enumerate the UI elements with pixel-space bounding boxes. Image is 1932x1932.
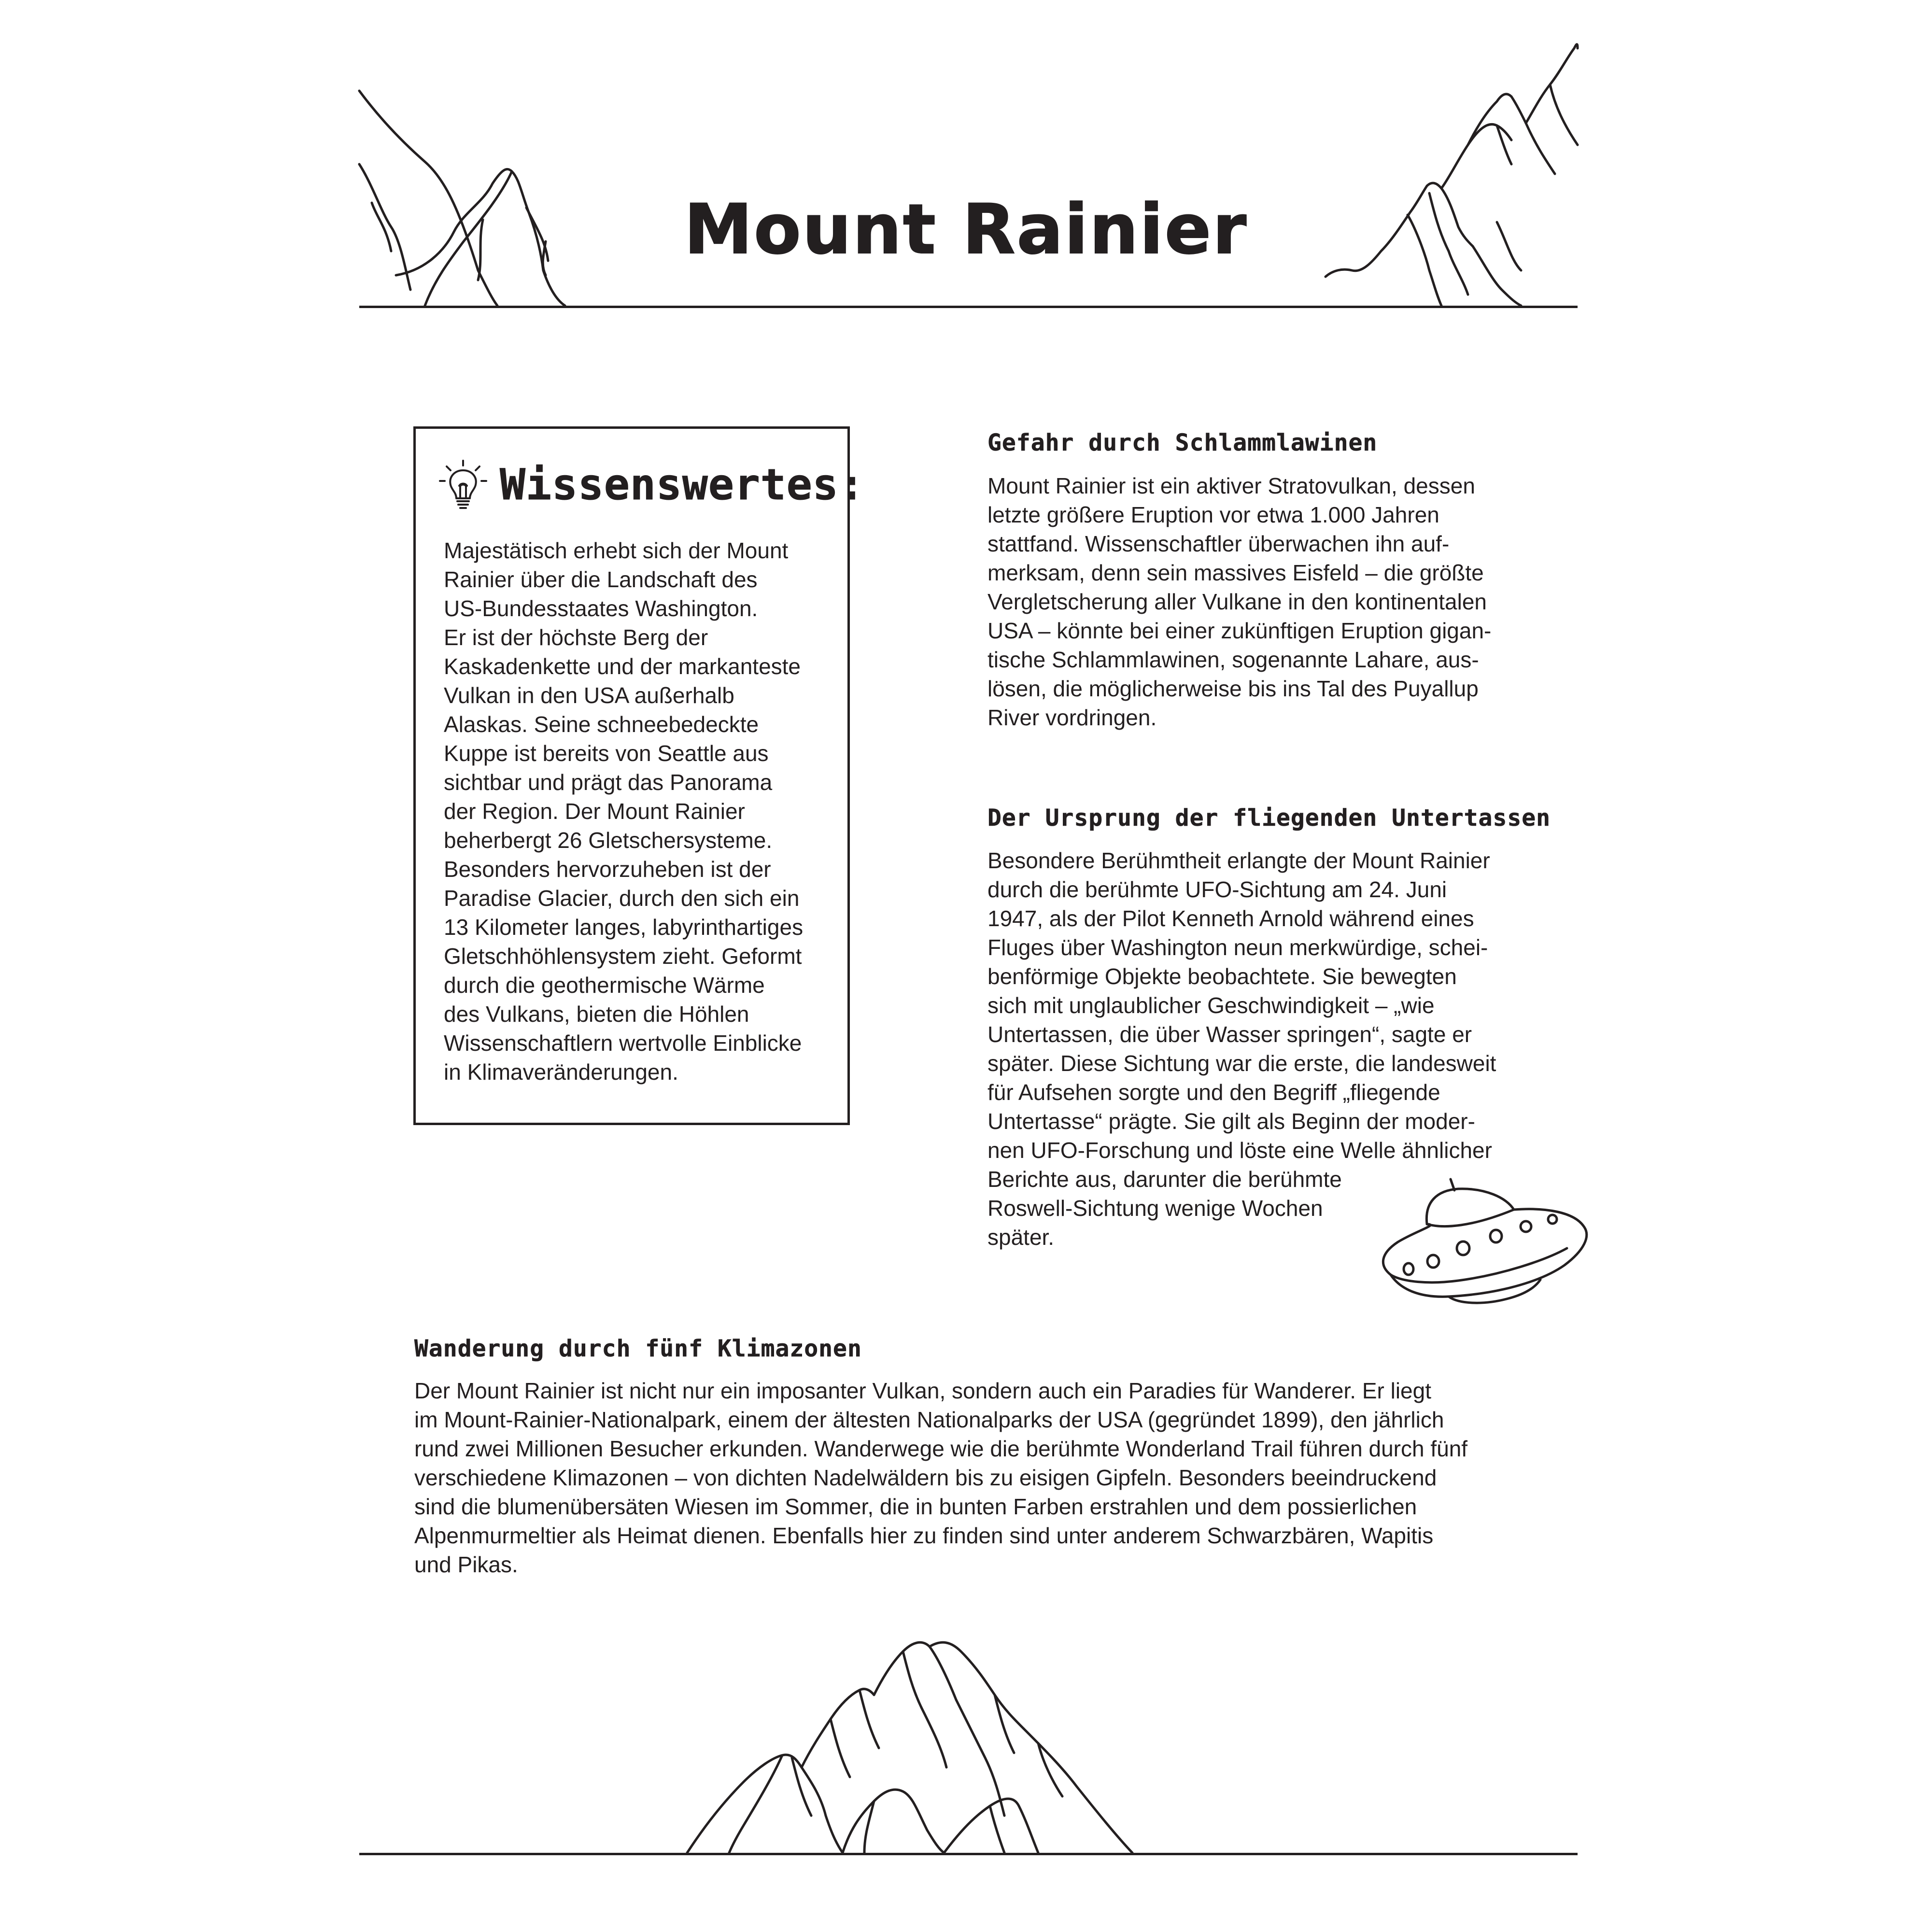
text-line: stattfand. Wissenschaftler überwachen ihn auf- <box>987 531 1450 556</box>
section-text-untertassen <box>987 846 1496 1252</box>
page-title: Mount Rainier <box>684 190 1248 269</box>
info-box-heading: Wissenswertes: <box>500 460 865 509</box>
text-line: Kaskadenkette und der markanteste <box>444 654 801 679</box>
text-line: Untertassen, die über Wasser springen“, sagte er <box>987 1022 1472 1047</box>
text-line: Wissenschaftlern wertvolle Einblicke <box>444 1030 802 1056</box>
text-line: 1947, als der Pilot Kenneth Arnold während eines <box>987 906 1474 931</box>
text-line: sichtbar und prägt das Panorama <box>444 770 773 795</box>
text-line: Untertasse“ prägte. Sie gilt als Beginn der moder- <box>987 1109 1475 1134</box>
text-line: nen UFO-Forschung und löste eine Welle ähnlicher <box>987 1138 1492 1163</box>
text-line: River vordringen. <box>987 705 1157 730</box>
text-line: USA – könnte bei einer zukünftigen Eruption gigan- <box>987 618 1492 643</box>
text-line: Alpenmurmeltier als Heimat dienen. Ebenfalls hier zu finden sind unter anderem Schwarzbären, Wapitis <box>414 1523 1434 1548</box>
info-box-text <box>444 536 803 1086</box>
text-line: Roswell-Sichtung wenige Wochen <box>987 1196 1323 1221</box>
text-line: durch die berühmte UFO-Sichtung am 24. Juni <box>987 877 1447 902</box>
text-line: Kuppe ist bereits von Seattle aus <box>444 741 769 766</box>
text-line: beherbergt 26 Gletschersysteme. <box>444 828 773 853</box>
text-line: Der Mount Rainier ist nicht nur ein imposanter Vulkan, sondern auch ein Paradies für Wanderer. Er liegt <box>414 1378 1431 1403</box>
text-line: Alaskas. Seine schneebedeckte <box>444 712 759 737</box>
text-line: 13 Kilometer langes, labyrinthartiges <box>444 915 804 940</box>
section-text-schlammlawinen <box>987 471 1491 732</box>
text-line: im Mount-Rainier-Nationalpark, einem der ältesten Nationalparks der USA (gegründet 1899), den jährlich <box>414 1407 1444 1432</box>
text-line: verschiedene Klimazonen – von dichten Nadelwäldern bis zu eisigen Gipfeln. Besonders beeindruckend <box>414 1465 1437 1490</box>
header-rule <box>359 306 1578 308</box>
section-heading-schlammlawinen: Gefahr durch Schlammlawinen <box>987 429 1378 456</box>
text-line: benförmige Objekte beobachtete. Sie bewegten <box>987 964 1457 989</box>
text-line: US-Bundesstaates Washington. <box>444 596 758 621</box>
text-line: der Region. Der Mount Rainier <box>444 799 745 824</box>
text-line: Gletschhöhlensystem zieht. Geformt <box>444 944 802 969</box>
text-line: Vulkan in den USA außerhalb <box>444 683 734 708</box>
text-line: Besonders hervorzuheben ist der <box>444 857 771 882</box>
text-line: rund zwei Millionen Besucher erkunden. Wanderwege wie die berühmte Wonderland Trail führen durch fünf <box>414 1436 1468 1461</box>
text-line: Vergletscherung aller Vulkane in den kontinentalen <box>987 589 1487 614</box>
text-line: sind die blumenübersäten Wiesen im Sommer, die in bunten Farben erstrahlen und dem possierlichen <box>414 1494 1417 1519</box>
text-line: letzte größere Eruption vor etwa 1.000 Jahren <box>987 502 1439 527</box>
text-line: lösen, die möglicherweise bis ins Tal des Puyallup <box>987 676 1479 701</box>
section-text-klimazonen <box>414 1376 1467 1579</box>
text-line: später. <box>987 1225 1055 1250</box>
text-line: Majestätisch erhebt sich der Mount <box>444 538 789 563</box>
text-line: Rainier über die Landschaft des <box>444 567 758 592</box>
text-line: Er ist der höchste Berg der <box>444 625 708 650</box>
section-heading-klimazonen: Wanderung durch fünf Klimazonen <box>414 1335 862 1362</box>
text-line: des Vulkans, bieten die Höhlen <box>444 1001 749 1027</box>
footer-rule <box>359 1853 1578 1855</box>
text-line: durch die geothermische Wärme <box>444 973 765 998</box>
text-line: tische Schlammlawinen, sogenannte Lahare, aus- <box>987 647 1479 672</box>
text-line: Fluges über Washington neun merkwürdige, schei- <box>987 935 1488 960</box>
section-heading-untertassen: Der Ursprung der fliegenden Untertassen <box>987 804 1551 832</box>
text-line: sich mit unglaublicher Geschwindigkeit – „wie <box>987 993 1435 1018</box>
lightbulb-icon <box>437 459 490 512</box>
text-line: und Pikas. <box>414 1552 518 1577</box>
text-line: Besondere Berühmtheit erlangte der Mount Rainier <box>987 848 1490 873</box>
text-line: merksam, denn sein massives Eisfeld – die größte <box>987 560 1484 585</box>
text-line: Berichte aus, darunter die berühmte <box>987 1167 1342 1192</box>
text-line: Paradise Glacier, durch den sich ein <box>444 886 800 911</box>
text-line: Mount Rainier ist ein aktiver Stratovulkan, dessen <box>987 473 1475 498</box>
text-line: später. Diese Sichtung war die erste, die landesweit <box>987 1051 1496 1076</box>
text-line: für Aufsehen sorgte und den Begriff „fliegende <box>987 1080 1440 1105</box>
text-line: in Klimaveränderungen. <box>444 1059 678 1085</box>
